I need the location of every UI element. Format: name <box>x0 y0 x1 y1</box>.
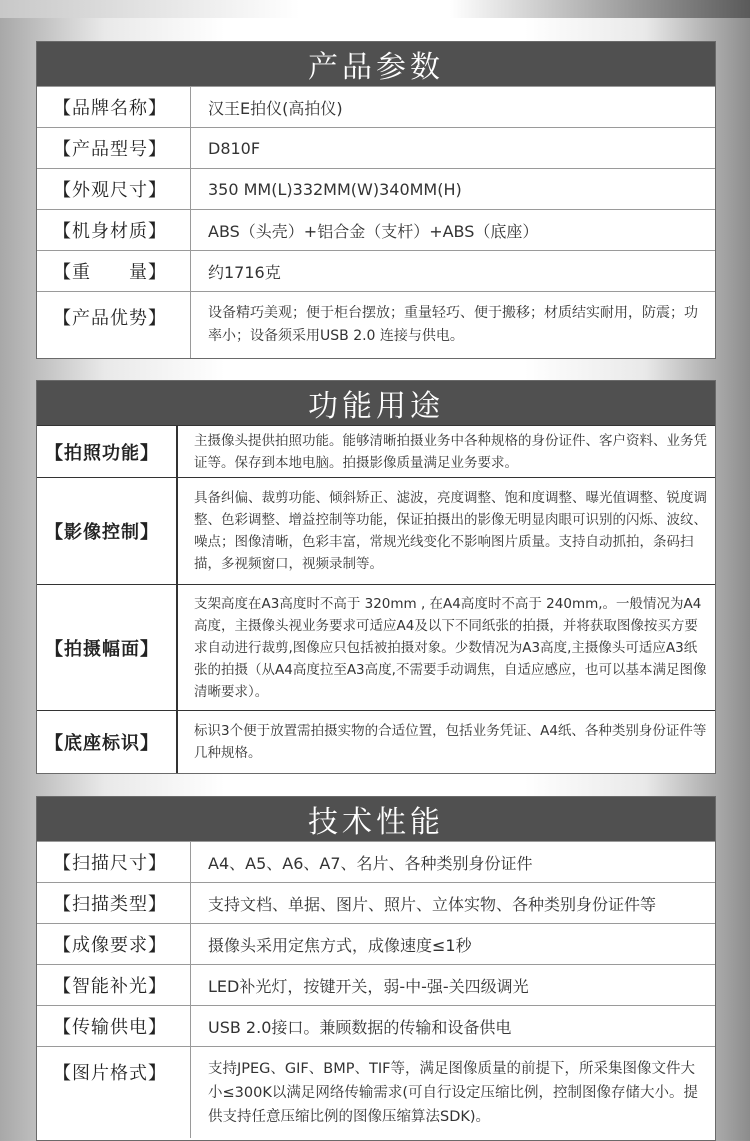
table-row <box>37 477 715 584</box>
product-params-section <box>36 41 716 359</box>
table-row <box>37 291 715 358</box>
row-label: 【成像要求】 <box>37 924 191 964</box>
row-value: 摄像头采用定焦方式，成像速度≤1秒 <box>208 935 472 955</box>
row-value: A4、A5、A6、A7、名片、各种类别身份证件 <box>208 853 533 873</box>
row-label: 【底座标识】 <box>37 711 178 773</box>
table-row <box>37 710 715 773</box>
table-row <box>37 127 715 168</box>
row-value: 350 MM(L)332MM(W)340MM(H) <box>208 179 462 199</box>
table-row <box>37 841 715 882</box>
row-label: 【影像控制】 <box>37 478 178 584</box>
table-row <box>37 923 715 964</box>
row-label: 【拍摄幅面】 <box>37 585 178 710</box>
table-row <box>37 882 715 923</box>
row-label: 【重 量】 <box>37 251 191 291</box>
table-row <box>37 1005 715 1046</box>
table-row <box>37 209 715 250</box>
table-row <box>37 250 715 291</box>
table-row <box>37 1046 715 1138</box>
table-row <box>37 425 715 477</box>
row-label: 【品牌名称】 <box>37 87 191 127</box>
row-label: 【产品型号】 <box>37 128 191 168</box>
row-label: 【扫描类型】 <box>37 883 191 923</box>
row-label: 【传输供电】 <box>37 1006 191 1046</box>
table-row <box>37 86 715 127</box>
tech-section <box>36 796 716 1141</box>
row-value: 标识3个便于放置需拍摄实物的合适位置，包括业务凭证、A4纸、各种类别身份证件等几种规格。 <box>194 723 707 761</box>
section-title: 功能用途 <box>37 381 715 425</box>
table-row <box>37 964 715 1005</box>
row-value: 汉王E拍仪(高拍仪) <box>208 98 343 118</box>
row-value: D810F <box>208 138 261 158</box>
section-title: 产品参数 <box>37 42 715 86</box>
row-label: 【智能补光】 <box>37 965 191 1005</box>
row-label: 【机身材质】 <box>37 210 191 250</box>
row-label: 【图片格式】 <box>37 1047 191 1138</box>
row-label: 【产品优势】 <box>37 292 191 358</box>
table-row <box>37 168 715 209</box>
row-label: 【外观尺寸】 <box>37 169 191 209</box>
table-row <box>37 584 715 710</box>
row-value: 具备纠偏、裁剪功能、倾斜矫正、滤波，亮度调整、饱和度调整、曝光值调整、锐度调整、色彩调整、增益控制等功能，保证拍摄出的影像无明显肉眼可识别的闪烁、波纹、噪点；图像清晰，色彩丰富，常规光线变化不影响图片质量。支持自动抓拍，条码扫描，多视频窗口，视频录制等。 <box>194 490 707 572</box>
row-value: ABS（头壳）+铝合金（支杆）+ABS（底座） <box>208 221 539 241</box>
row-value: 约1716克 <box>208 262 281 282</box>
top-banner-strip <box>0 0 750 18</box>
row-label: 【扫描尺寸】 <box>37 842 191 882</box>
section-title: 技术性能 <box>37 797 715 841</box>
row-label: 【拍照功能】 <box>37 426 178 477</box>
row-value: 设备精巧美观；便于柜台摆放；重量轻巧、便于搬移；材质结实耐用，防震；功率小；设备须采用USB 2.0 连接与供电。 <box>208 305 698 344</box>
row-value: USB 2.0接口。兼顾数据的传输和设备供电 <box>208 1017 512 1037</box>
row-value: LED补光灯，按键开关，弱-中-强-关四级调光 <box>208 976 529 996</box>
row-value: 支持JPEG、GIF、BMP、TIF等，满足图像质量的前提下，所采集图像文件大小≤300K以满足网络传输需求(可自行设定压缩比例，控制图像存储大小。提供支持任意压缩比例的图像压缩算法SDK)。 <box>208 1060 698 1125</box>
functions-section <box>36 380 716 774</box>
row-value: 支持文档、单据、图片、照片、立体实物、各种类别身份证件等 <box>208 894 657 914</box>
row-value: 主摄像头提供拍照功能。能够清晰拍摄业务中各种规格的身份证件、客户资料、业务凭证等。保存到本地电脑。拍摄影像质量满足业务要求。 <box>194 432 707 471</box>
row-value: 支架高度在A3高度时不高于 320mm , 在A4高度时不高于 240mm,。一般情况为A4高度，主摄像头视业务要求可适应A4及以下不同纸张的拍摄，并将获取图像按买方要求自动进行裁剪,图像应只包括被拍摄对象。少数情况为A3高度,主摄像头可适应A3纸张的拍摄（从A4高度拉至A3高度,不需要手动调焦，自适应感应，也可以基本满足图像清晰要求）。 <box>194 595 707 700</box>
